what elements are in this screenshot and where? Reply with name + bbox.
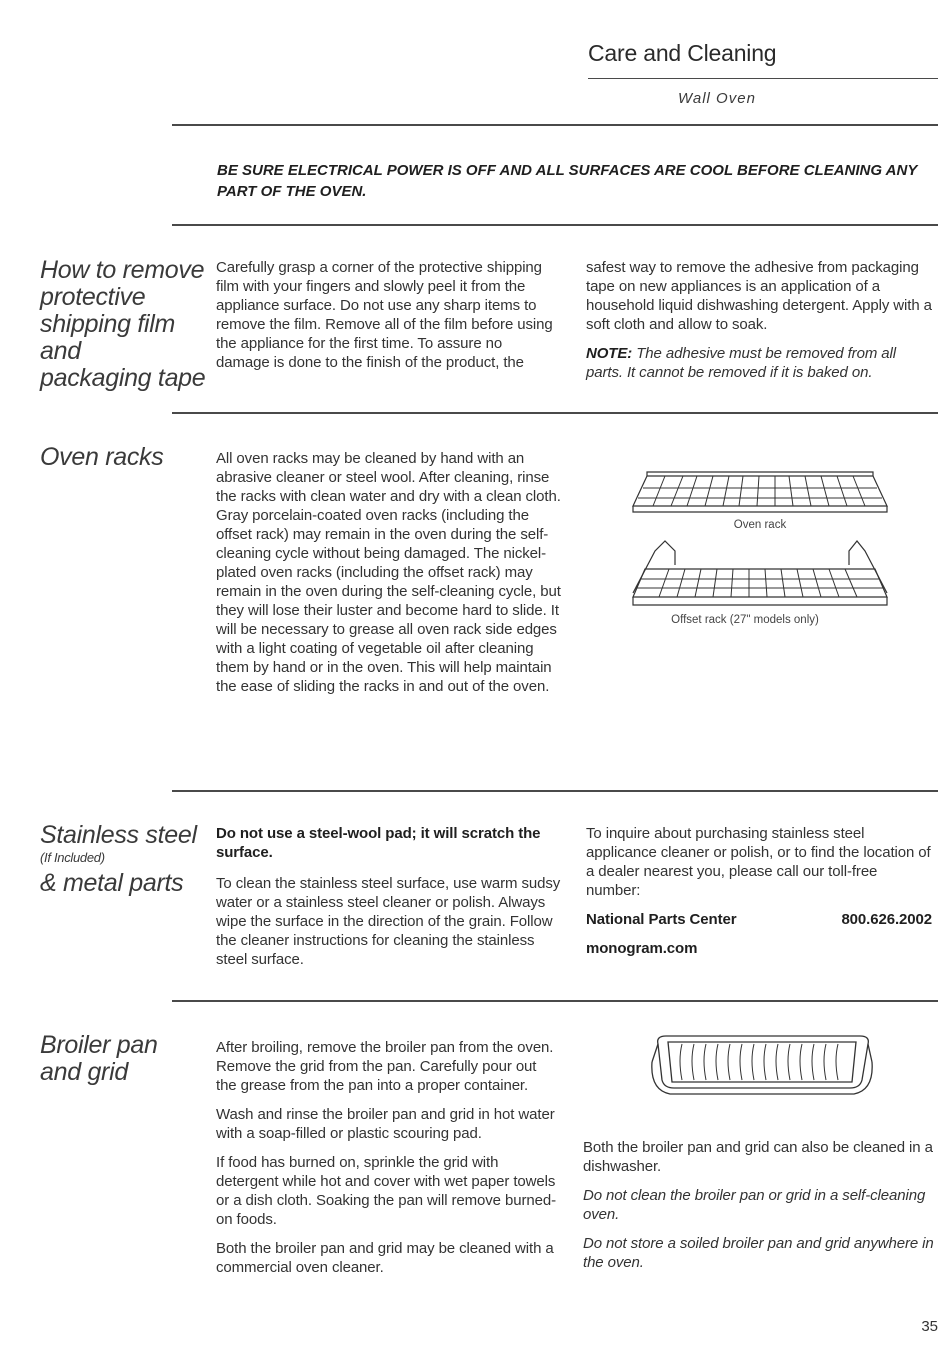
caption-oven-rack: Oven rack: [733, 519, 787, 531]
parts-center-phone[interactable]: 800.626.2002: [841, 911, 932, 928]
page-subtitle: Wall Oven: [678, 90, 756, 107]
page-title: Care and Cleaning: [588, 40, 777, 66]
divider: [172, 412, 938, 414]
divider: [172, 1000, 938, 1002]
section-title-steel: Stainless steel (If Included) & metal parts: [40, 821, 197, 897]
broiler-text-left: After broiling, remove the broiler pan from the oven. Remove the grid from the pan. Carefully pour out the grease from the pan into a proper container. Wash and rinse the broiler pan and grid in hot water with a soap-filled or plastic scouring pad. If food has burned on, sprinkle the grid with detergent while hot and cover with wet paper towels or a dish cloth. Soaking the pan will remove burned-on foods. Both the broiler pan and grid may be cleaned with a commercial oven cleaner.: [216, 1039, 556, 1276]
note-text: The adhesive must be removed from all parts. It cannot be removed if it is baked on.: [586, 345, 896, 381]
offset-rack-illustration: [625, 535, 895, 615]
section-title-film: How to remove protective shipping film and packaging tape: [40, 256, 206, 392]
steel-text-left: Do not use a steel-wool pad; it will scratch the surface. To clean the stainless steel surface, use warm sudsy water or a stainless steel cleaner or polish. Always wipe the surface in the direction of the grain. Follow the cleaner instructions for cleaning the stainless steel surface.: [216, 825, 561, 968]
parts-center-name: National Parts Center: [586, 911, 737, 928]
steel-text-right: To inquire about purchasing stainless steel applicance cleaner or polish, or to find the location of a dealer nearest you, please call our toll-free number: National Parts Center 800.626.2002 monogram.com: [586, 825, 932, 957]
website-link[interactable]: monogram.com: [586, 940, 698, 957]
section-title-racks: Oven racks: [40, 443, 164, 471]
note-label: NOTE:: [586, 345, 633, 362]
steel-subtitle: (If Included): [40, 850, 105, 865]
section-title-broiler: Broiler pan and grid: [40, 1031, 158, 1086]
film-text-right: safest way to remove the adhesive from packaging tape on new appliances is an application of a household liquid dishwashing detergent. Apply with a soft cloth and allow to soak. NOTE: The adhesive must be removed from all parts. It cannot be removed if it is baked on.: [586, 259, 932, 381]
racks-text: All oven racks may be cleaned by hand with an abrasive cleaner or steel wool. After cleaning, rinse the racks with clean water and dry with a clean cloth. Gray porcelain-coated oven racks (including the offset rack) may remain in the oven during the self-cleaning cycle without being damaged. The nickel-plated oven racks (including the offset rack) may remain in the oven during the self-cleaning cycle, but they will lose their luster and become hard to slide. It will be necessary to grease all oven rack side edges with a light coating of vegetable oil after cleaning them by hand or in the oven. This will help maintain the ease of sliding the racks in and out of the oven.: [216, 450, 561, 695]
caption-offset-rack: Offset rack (27" models only): [671, 614, 819, 626]
broiler-pan-illustration: [648, 1030, 876, 1102]
film-text-left: Carefully grasp a corner of the protective shipping film with your fingers and slowly peel it from the appliance surface. Do not use any sharp items to remove the film. Remove all of the film before using the appliance for the first time. To assure no damage is done to the finish of the product, the: [216, 259, 553, 371]
page-number: 35: [921, 1318, 938, 1335]
divider: [172, 790, 938, 792]
safety-warning: BE SURE ELECTRICAL POWER IS OFF AND ALL SURFACES ARE COOL BEFORE CLEANING ANY PART OF THE OVEN.: [217, 162, 918, 200]
broiler-text-right: Both the broiler pan and grid can also be cleaned in a dishwasher. Do not clean the broiler pan or grid in a self-cleaning oven. Do not store a soiled broiler pan and grid anywhere in the oven.: [583, 1139, 934, 1271]
divider: [172, 224, 938, 226]
divider: [172, 124, 938, 126]
header-divider: [588, 78, 938, 79]
oven-rack-illustration: [625, 466, 895, 526]
